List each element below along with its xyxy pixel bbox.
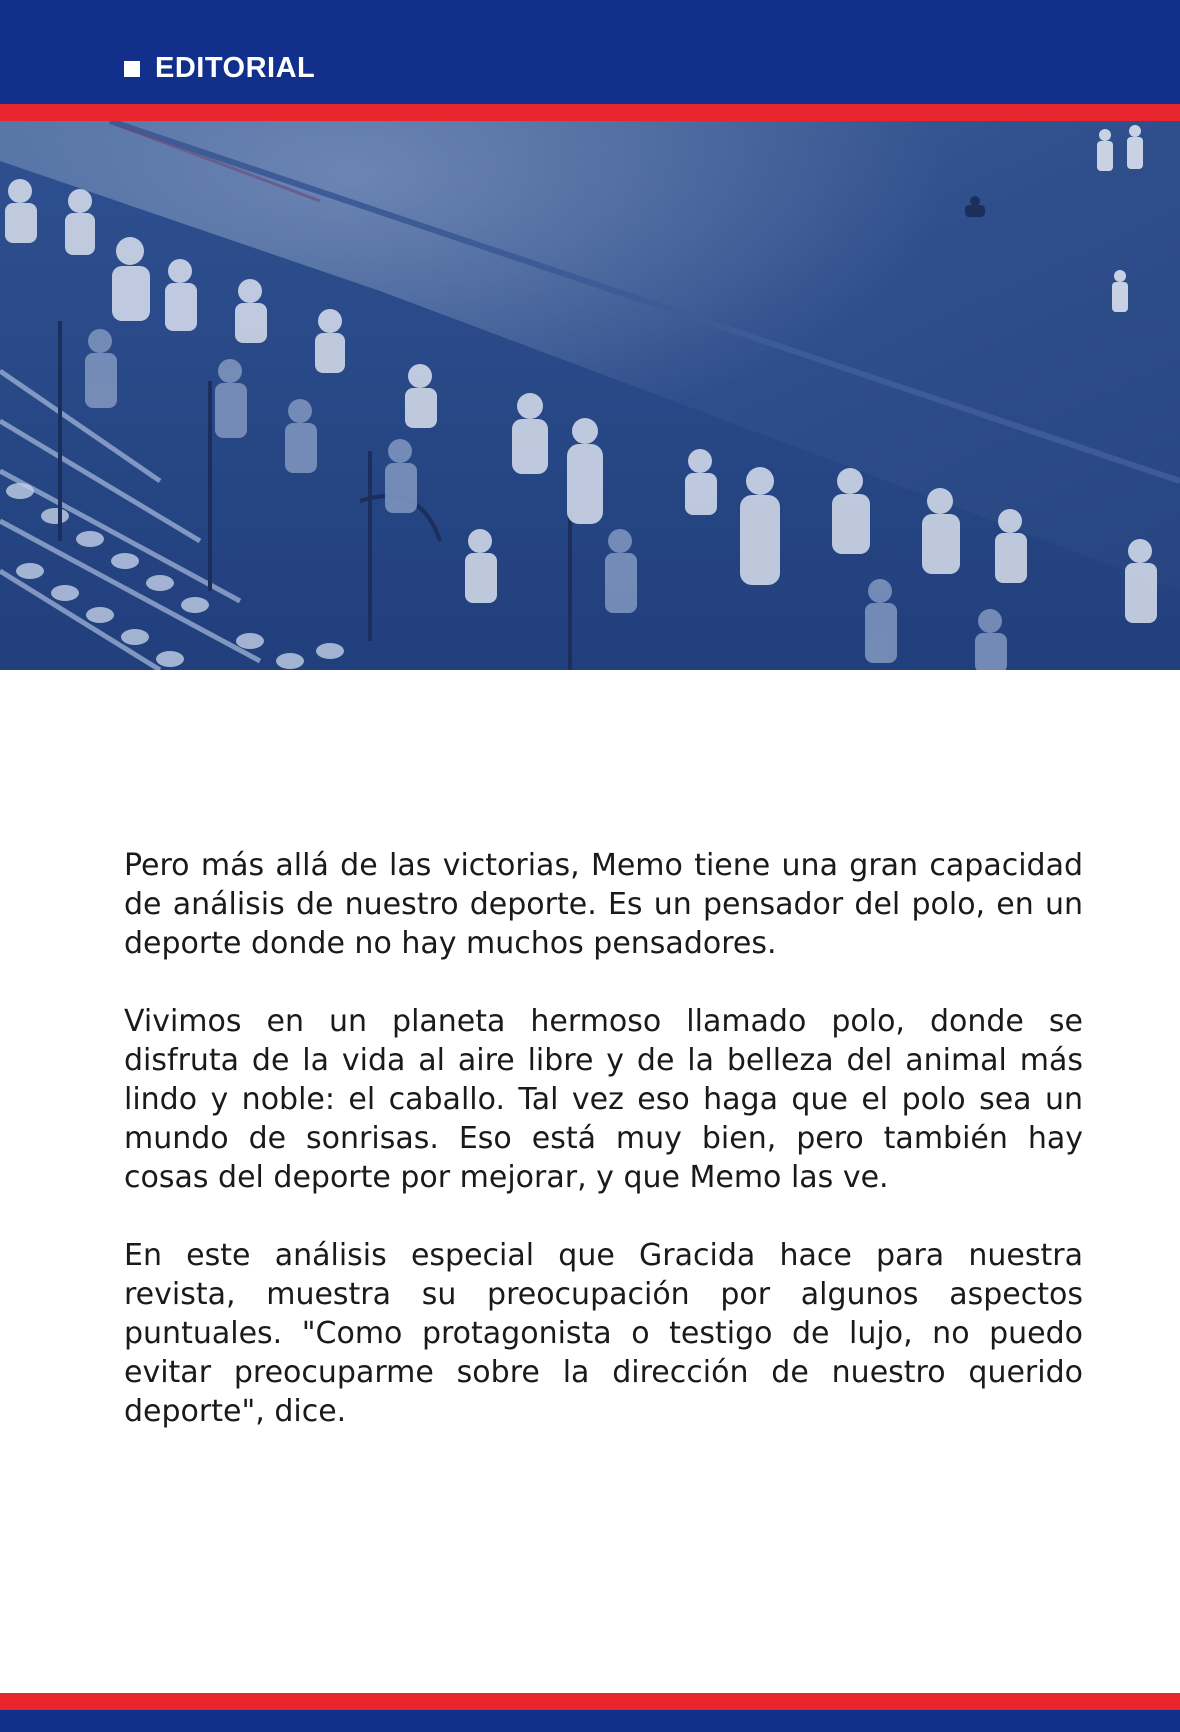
section-header [0,0,1180,104]
paragraph: Pero más allá de las victorias, Memo tiene una gran capacidad de análisis de nuestro deporte. Es un pensador del polo, en un deporte donde no hay muchos pensadores. [124,848,1083,961]
paragraph: En este análisis especial que Gracida hace para nuestra revista, muestra su preocupación por algunos aspectos puntuales. "Como protagonista o testigo de lujo, no puedo evitar preocuparme sobre la dirección de nuestro querido deporte", dice. [124,1238,1083,1429]
header-red-rule [0,104,1180,121]
polo-stadium-crowd-photo [0,121,1180,670]
paragraph: Vivimos en un planeta hermoso llamado polo, donde se disfruta de la vida al aire libre y de la belleza del animal más lindo y noble: el caballo. Tal vez eso haga que el polo sea un mundo de sonrisas. Eso está muy bien, pero también hay cosas del deporte por mejorar, y que Memo las ve. [124,1004,1083,1195]
section-label: EDITORIAL [155,52,316,84]
square-bullet-icon [124,61,140,77]
editorial-body [124,846,1083,1431]
footer-blue-rule [0,1710,1180,1732]
footer-red-rule [0,1693,1180,1710]
